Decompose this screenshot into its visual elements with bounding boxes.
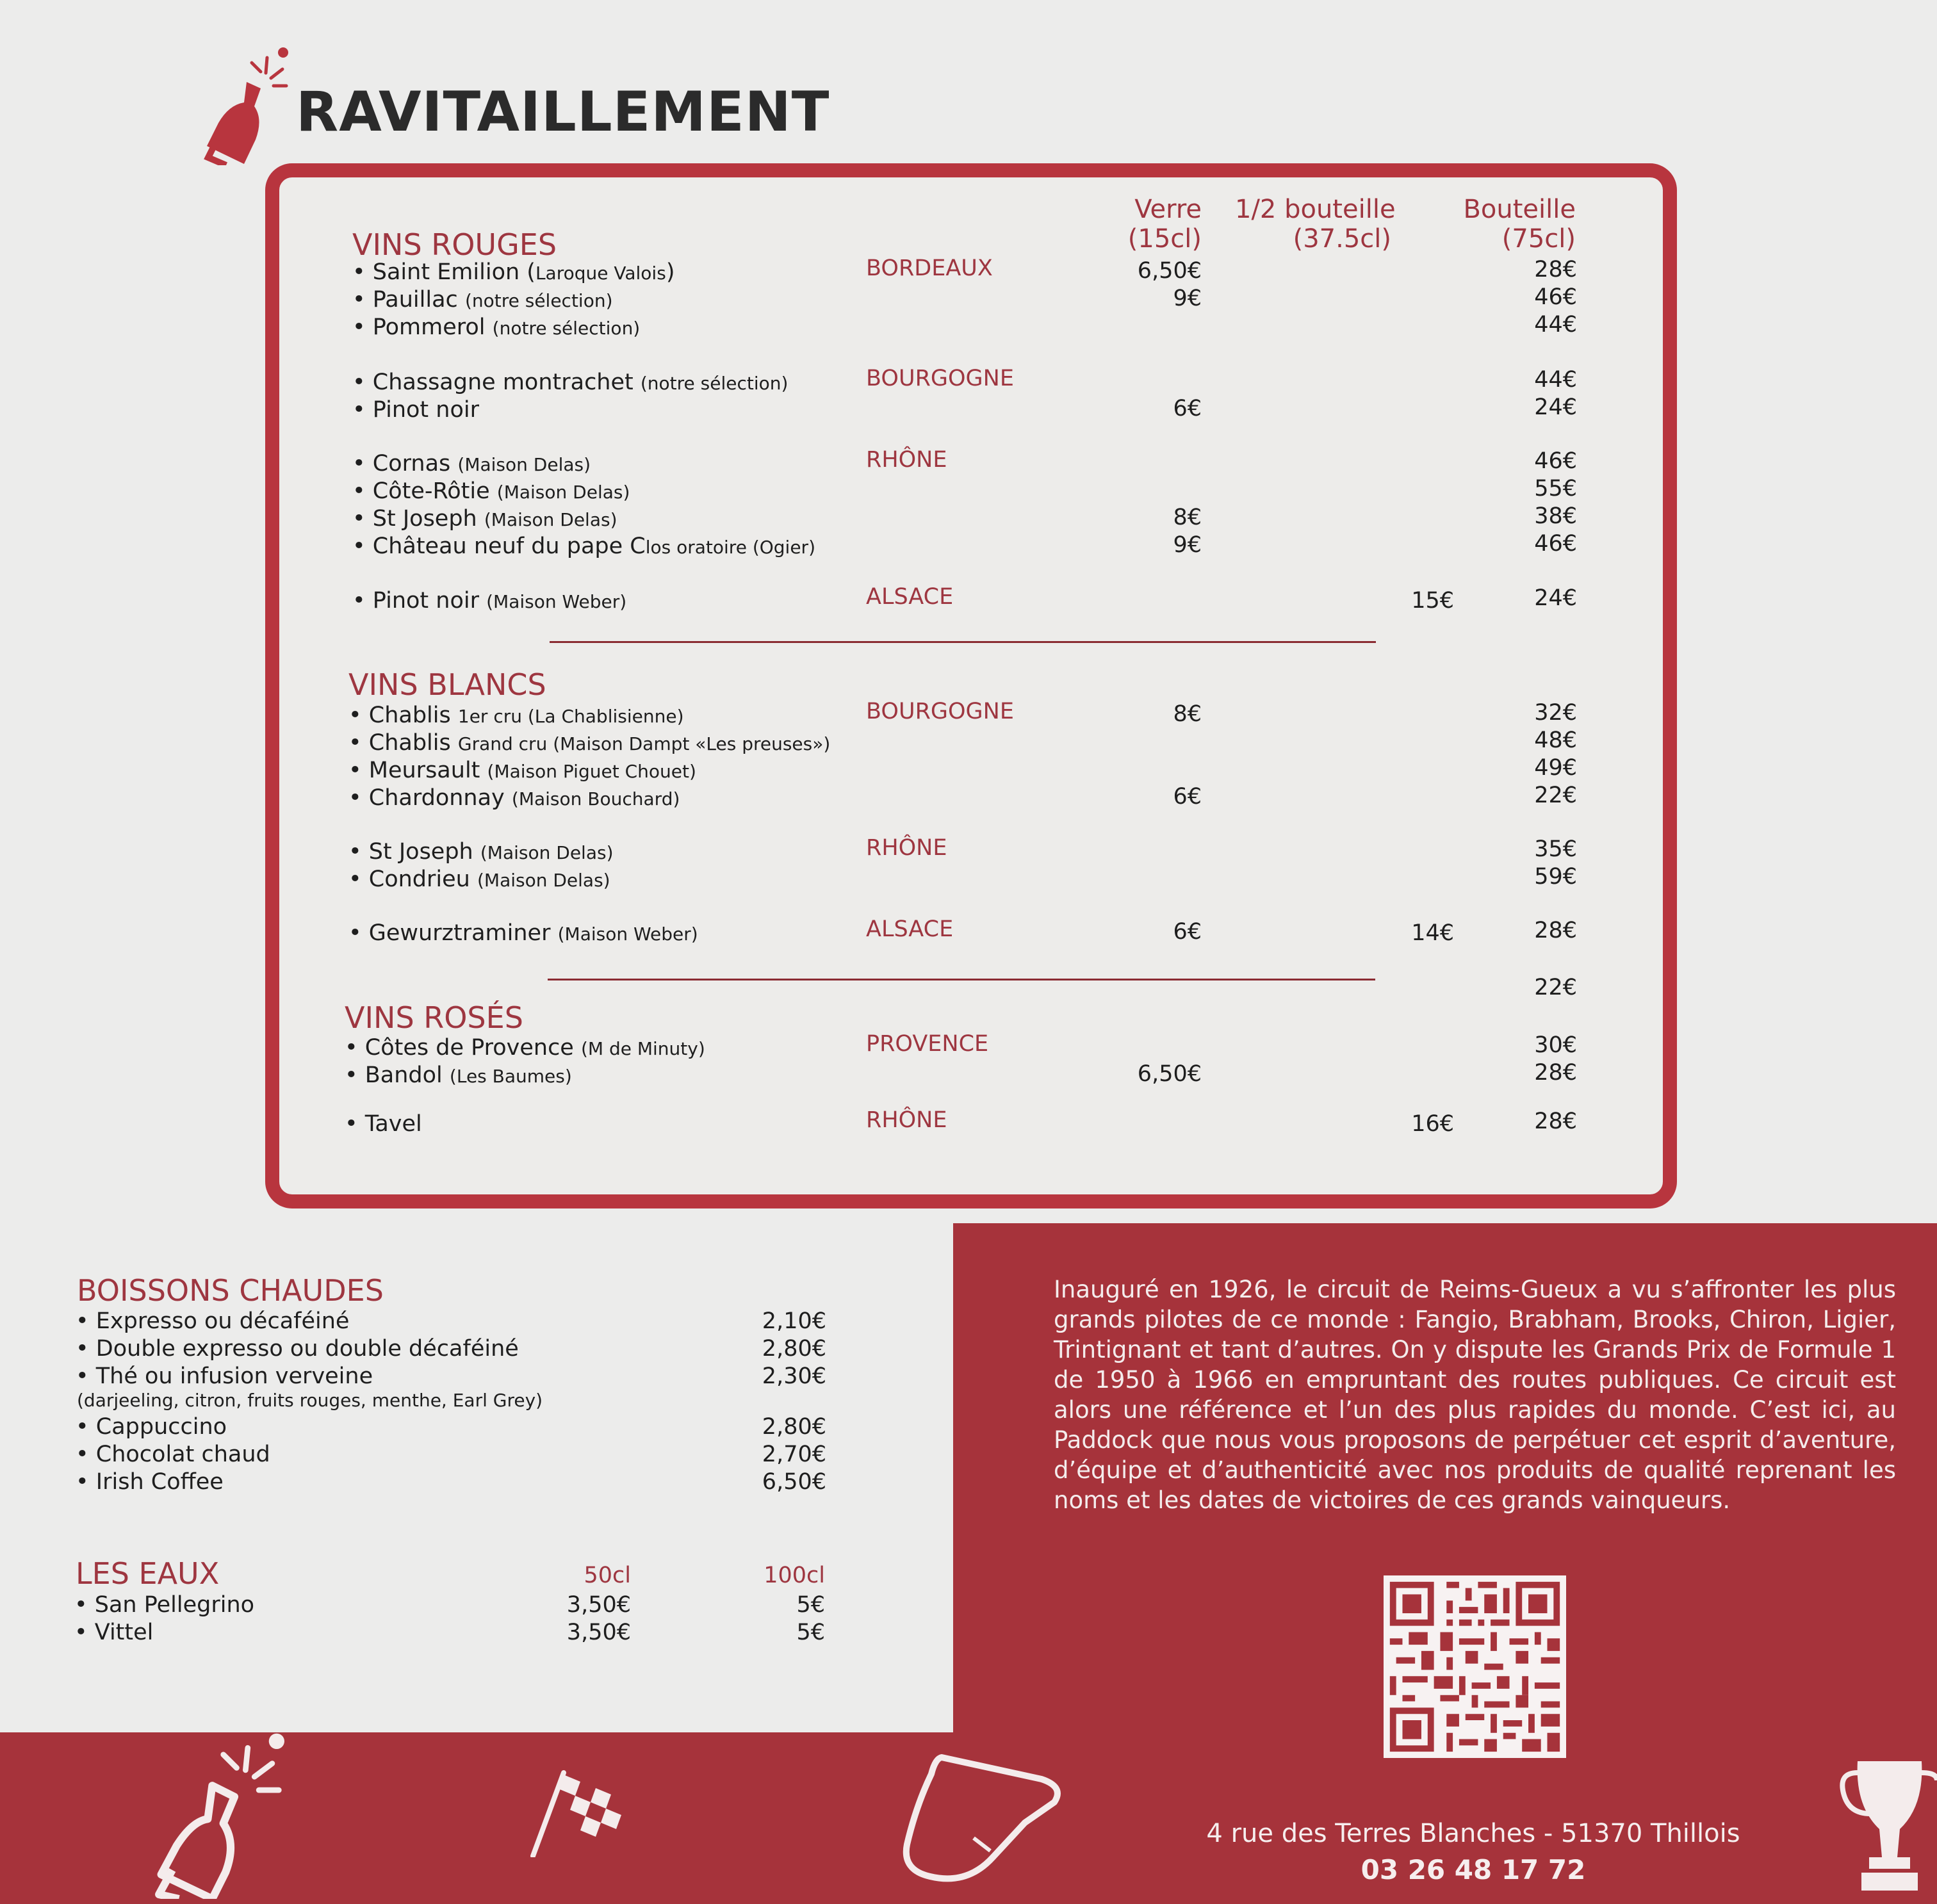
water-price-50cl: 3,50€	[566, 1620, 631, 1645]
price-demi-bouteille: 15€	[1411, 588, 1454, 614]
wine-item	[352, 287, 613, 313]
section-title-vins-rouges: VINS ROUGES	[352, 227, 557, 262]
wine-name: • Château neuf du pape C	[352, 533, 646, 559]
wine-producer-note: (Maison Piguet Chouet)	[487, 761, 696, 782]
wine-producer-note: (Maison Bouchard)	[511, 788, 680, 810]
water-price-50cl: 3,50€	[566, 1592, 631, 1618]
hot-drink-item: • Thé ou infusion verveine	[76, 1363, 373, 1389]
wine-region: ALSACE	[866, 916, 954, 942]
price-bouteille: 28€	[1534, 1109, 1577, 1134]
wine-name: • Chassagne montrachet	[352, 370, 641, 395]
price-bouteille: 28€	[1534, 918, 1577, 943]
wine-producer-note: (M de Minuty)	[580, 1038, 705, 1059]
water-item: • Vittel	[74, 1620, 154, 1645]
wine-item	[352, 314, 640, 340]
section-divider	[550, 641, 1376, 643]
wine-name: • Pommerol	[352, 314, 493, 340]
wine-producer-note: (notre sélection)	[640, 373, 789, 394]
checkered-flag-icon	[525, 1768, 641, 1857]
water-price-100cl: 5€	[796, 1620, 825, 1645]
hot-drink-price: 6,50€	[762, 1469, 826, 1495]
wine-name: • Chablis	[348, 730, 458, 756]
wine-item	[352, 397, 479, 423]
section-title-vins-roses: VINS ROSÉS	[345, 1000, 523, 1035]
price-bouteille: 28€	[1534, 257, 1577, 282]
price-verre: 6,50€	[1137, 258, 1202, 284]
hot-drink-item: • Chocolat chaud	[76, 1442, 270, 1467]
wine-region: ALSACE	[866, 584, 954, 610]
wine-name: • Pinot noir	[352, 397, 479, 423]
champagne-bottle-icon	[202, 44, 298, 165]
hot-drink-price: 2,10€	[762, 1308, 826, 1334]
price-verre: 9€	[1173, 532, 1202, 558]
price-bouteille: 46€	[1534, 531, 1577, 557]
price-verre: 6€	[1173, 784, 1202, 810]
hot-drink-item: • Double expresso ou double décaféiné	[76, 1336, 519, 1362]
wine-name: • Cornas	[352, 451, 458, 476]
wine-name: • Meursault	[348, 758, 487, 783]
wine-name: • Gewurztraminer	[348, 920, 558, 946]
wine-producer-note: 1er cru (La Chablisienne)	[457, 706, 684, 727]
wine-region: RHÔNE	[866, 1107, 947, 1133]
wine-region: BOURGOGNE	[866, 366, 1014, 391]
wine-region: RHÔNE	[866, 447, 947, 473]
water-item: • San Pellegrino	[74, 1592, 255, 1618]
column-header-verre: Verre (15cl)	[1127, 195, 1202, 254]
section-divider	[548, 979, 1375, 980]
circuit-history-text: Inauguré en 1926, le circuit de Reims-Gueux a vu s’affronter les plus grands pilotes de ce monde : Fangio, Brabham, Brooks, Chiron, Ligier, Trintignant et tant d’autres. On y dispute les Grands Prix de Formule 1 de 1950 à 1966 en empruntant des routes publiques. Ce circuit est alors une référence et l’un des plus rapides du monde. C’est ici, au Paddock que nous vous proposons de perpétuer cet esprit d’aventure, d’équipe et d’authenticité avec nos produits de qualité reprenant les noms et les dates de victoires de ces grands vainqueurs.	[1054, 1276, 1896, 1514]
price-bouteille: 24€	[1534, 585, 1577, 611]
price-bouteille: 44€	[1534, 312, 1577, 338]
price-bouteille: 22€	[1534, 783, 1577, 808]
wine-region: PROVENCE	[866, 1031, 989, 1057]
tea-flavours-note: (darjeeling, citron, fruits rouges, menthe, Earl Grey)	[77, 1390, 543, 1411]
price-bouteille: 38€	[1534, 503, 1577, 529]
wine-producer-note: (Maison Delas)	[484, 509, 617, 530]
column-header-bouteille: Bouteille (75cl)	[1463, 195, 1576, 254]
wine-item	[352, 588, 626, 614]
price-demi-bouteille: 14€	[1411, 920, 1454, 946]
wine-item	[352, 370, 788, 395]
wine-producer-note: (notre sélection)	[464, 290, 613, 311]
wine-item	[348, 839, 614, 865]
wine-item	[352, 506, 617, 532]
wine-item	[352, 451, 591, 476]
wine-name-tail: )	[666, 259, 675, 285]
water-price-100cl: 5€	[796, 1592, 825, 1618]
wine-producer-note: (Maison Delas)	[477, 870, 610, 891]
wine-name: • Pinot noir	[352, 588, 487, 614]
wine-producer-note: (Maison Delas)	[496, 482, 630, 503]
price-demi-bouteille: 16€	[1411, 1111, 1454, 1137]
price-verre: 6€	[1173, 396, 1202, 421]
wine-name: • Pauillac	[352, 287, 465, 313]
wine-producer-note: (Les Baumes)	[449, 1066, 572, 1087]
hot-drink-item: • Irish Coffee	[76, 1469, 224, 1495]
wine-item	[352, 478, 630, 504]
wine-item	[348, 920, 698, 946]
qr-code[interactable]	[1384, 1575, 1566, 1758]
wine-name: • St Joseph	[352, 506, 484, 532]
wine-item	[352, 533, 815, 559]
column-header-50cl: 50cl	[584, 1563, 631, 1588]
wine-item	[348, 758, 696, 783]
price-bouteille: 55€	[1534, 476, 1577, 501]
hot-drink-price: 2,80€	[762, 1414, 826, 1440]
trophy-icon	[1838, 1755, 1937, 1896]
price-bouteille: 48€	[1534, 728, 1577, 753]
price-verre: 6€	[1173, 919, 1202, 945]
wine-name: • Condrieu	[348, 867, 477, 892]
column-header-demi-bouteille: 1/2 bouteille (37.5cl)	[1235, 195, 1396, 254]
wine-producer-note: (Maison Weber)	[557, 924, 698, 945]
wine-name: • Chablis	[348, 703, 458, 728]
price-bouteille: 28€	[1534, 1060, 1577, 1086]
price-bouteille: 24€	[1534, 395, 1577, 420]
wine-producer-note: Grand cru (Maison Dampt «Les preuses»)	[457, 733, 831, 754]
hot-drink-price: 2,80€	[762, 1336, 826, 1362]
champagne-bottle-icon	[135, 1732, 301, 1899]
price-bouteille: 46€	[1534, 284, 1577, 310]
wine-region: BOURGOGNE	[866, 699, 1014, 724]
price-bouteille: 49€	[1534, 755, 1577, 781]
hot-drink-price: 2,70€	[762, 1442, 826, 1467]
wine-item	[345, 1111, 422, 1137]
wine-item	[345, 1035, 705, 1061]
wine-name: • Saint Emilion (	[352, 259, 535, 285]
price-bouteille: 44€	[1534, 367, 1577, 393]
page-title: RAVITAILLEMENT	[296, 80, 830, 144]
wine-name: • Chardonnay	[348, 785, 512, 811]
wine-producer-note: (Maison Weber)	[486, 591, 627, 612]
wine-producer-note: (Maison Delas)	[480, 842, 614, 863]
wine-producer-note: (Maison Delas)	[457, 454, 591, 475]
wine-name: • Côtes de Provence	[345, 1035, 581, 1061]
wine-producer-note: Laroque Valois	[535, 263, 666, 284]
column-header-100cl: 100cl	[764, 1563, 825, 1588]
wine-item	[352, 259, 674, 285]
section-title-boissons-chaudes: BOISSONS CHAUDES	[77, 1273, 384, 1308]
hot-drink-item: • Cappuccino	[76, 1414, 227, 1440]
price-verre: 8€	[1173, 701, 1202, 727]
price-bouteille: 46€	[1534, 448, 1577, 474]
wine-producer-note: los oratoire (Ogier)	[645, 537, 815, 558]
wine-name: • St Joseph	[348, 839, 480, 865]
address: 4 rue des Terres Blanches - 51370 Thillois	[1206, 1819, 1740, 1848]
wine-name: • Côte-Rôtie	[352, 478, 497, 504]
phone-number[interactable]: 03 26 48 17 72	[1361, 1854, 1586, 1885]
circuit-track-icon	[897, 1748, 1076, 1889]
price-bouteille: 32€	[1534, 700, 1577, 726]
section-title-vins-blancs: VINS BLANCS	[348, 667, 546, 702]
price-verre: 6,50€	[1137, 1061, 1202, 1087]
wine-item	[345, 1062, 572, 1088]
wine-region: BORDEAUX	[866, 256, 993, 281]
wine-producer-note: (notre sélection)	[492, 318, 641, 339]
section-title-les-eaux: LES EAUX	[76, 1556, 220, 1591]
hot-drink-item: • Expresso ou décaféiné	[76, 1308, 350, 1334]
price-bouteille: 22€	[1534, 975, 1577, 1000]
price-bouteille: 30€	[1534, 1032, 1577, 1058]
wine-item	[348, 703, 684, 728]
price-bouteille: 35€	[1534, 836, 1577, 862]
hot-drink-price: 2,30€	[762, 1363, 826, 1389]
price-verre: 9€	[1173, 286, 1202, 311]
wine-item	[348, 785, 680, 811]
price-bouteille: 59€	[1534, 864, 1577, 890]
wine-name: • Bandol	[345, 1062, 450, 1088]
price-verre: 8€	[1173, 505, 1202, 530]
wine-name: • Tavel	[345, 1111, 422, 1137]
wine-region: RHÔNE	[866, 835, 947, 861]
wine-item	[348, 730, 830, 756]
wine-item	[348, 867, 610, 892]
